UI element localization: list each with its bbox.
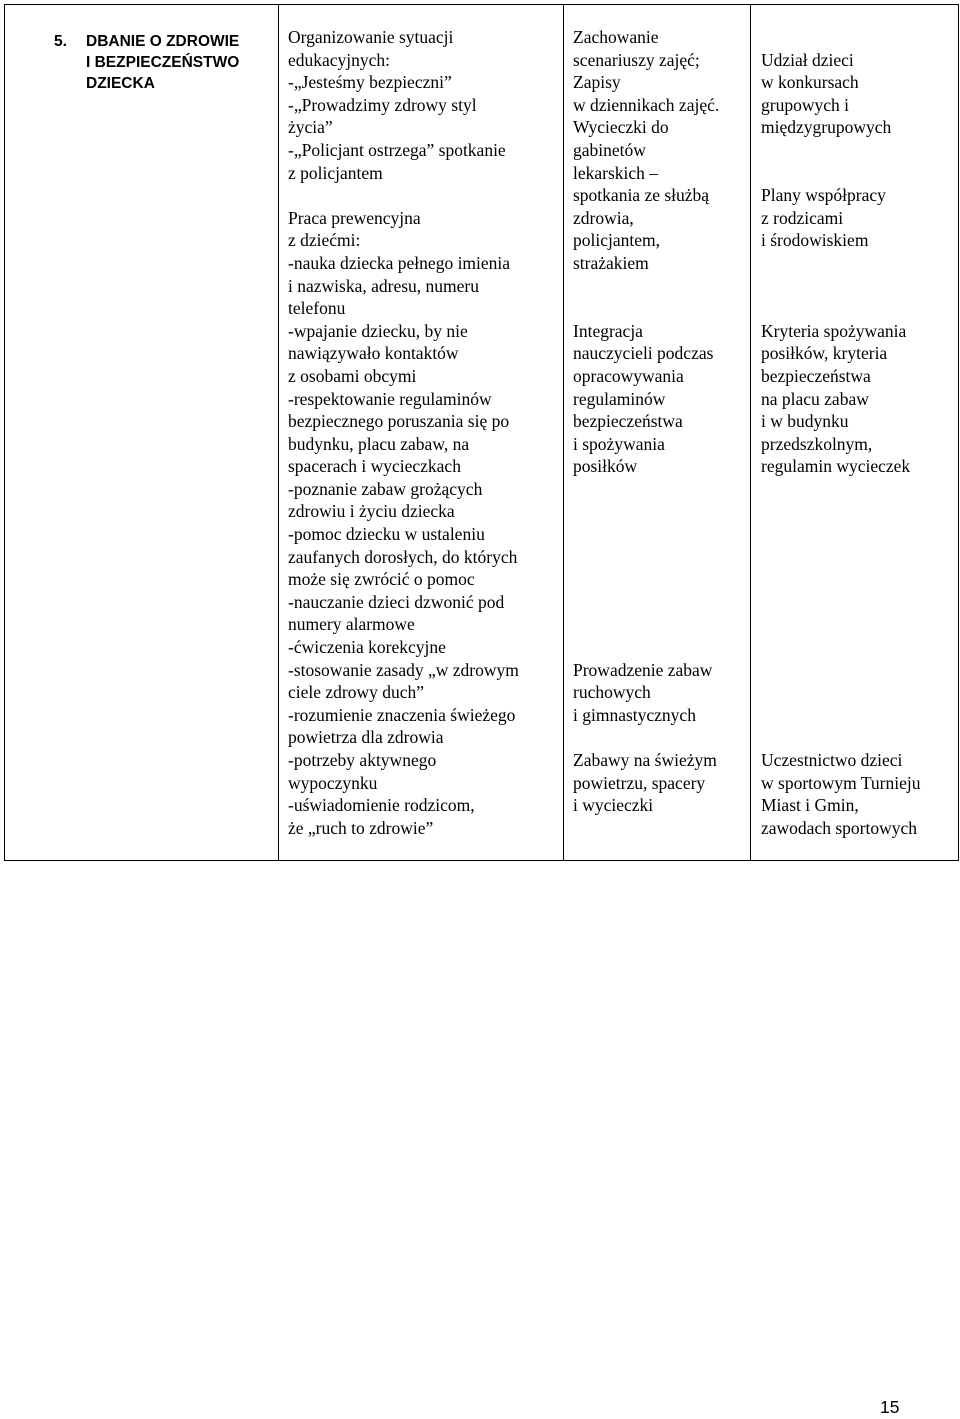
text-line: telefonu (288, 298, 346, 319)
text-line (573, 275, 719, 298)
text-line: -ćwiczenia korekcyjne (288, 637, 446, 658)
section-title-line: DZIECKA (86, 75, 155, 92)
text-line (761, 26, 920, 49)
text-line: -rozumienie znaczenia świeżego (288, 704, 516, 725)
text-line: przedszkolnym, (761, 433, 873, 454)
text-line: i środowiskiem (761, 230, 869, 251)
text-line: międzygrupowych (761, 117, 892, 138)
text-line (573, 591, 719, 614)
column-divider-1 (278, 4, 279, 860)
text-line (573, 297, 719, 320)
text-line: w sportowym Turnieju (761, 772, 921, 793)
text-line: Wycieczki do (573, 117, 669, 138)
text-line: że „ruch to zdrowie” (288, 817, 434, 838)
text-line: i gimnastycznych (573, 704, 696, 725)
text-line (573, 500, 719, 523)
text-line: życia” (288, 117, 333, 138)
text-line: -pomoc dziecku w ustaleniu (288, 524, 485, 545)
text-line: regulamin wycieczek (761, 456, 911, 477)
column-divider-3 (750, 4, 751, 860)
text-line (573, 546, 719, 569)
text-line: Uczestnictwo dzieci (761, 750, 903, 770)
text-line: -respektowanie regulaminów (288, 388, 492, 409)
text-line: i spożywania (573, 433, 665, 454)
table-right-border (958, 4, 959, 860)
text-line: i wycieczki (573, 795, 654, 816)
text-line: opracowywania (573, 365, 684, 386)
table-top-border (4, 4, 959, 5)
section-heading-cell (56, 31, 239, 94)
text-line: bezpieczeństwa (761, 365, 871, 386)
section-title-line: DBANIE O ZDROWIE (86, 33, 240, 50)
section-title-line: I BEZPIECZEŃSTWO (86, 54, 240, 71)
text-line: z policjantem (288, 162, 383, 183)
text-line: scenariuszy zajęć; (573, 49, 700, 70)
text-line: Zachowanie (573, 27, 659, 47)
text-line: gabinetów (573, 139, 646, 160)
text-line: spacerach i wycieczkach (288, 456, 461, 477)
text-line (761, 726, 920, 749)
text-line: Praca prewencyjna (288, 207, 421, 228)
text-line (761, 636, 920, 659)
text-line: w konkursach (761, 72, 859, 93)
text-line (761, 659, 920, 682)
text-line: Prowadzenie zabaw (573, 659, 713, 680)
text-line: Miast i Gmin, (761, 795, 859, 816)
text-line: Plany współpracy (761, 185, 886, 206)
text-line: powietrza dla zdrowia (288, 727, 444, 748)
text-line: Kryteria spożywania (761, 320, 907, 341)
text-line (761, 162, 920, 185)
monitoring-cell (573, 26, 719, 817)
text-line (761, 523, 920, 546)
text-line: strażakiem (573, 252, 649, 273)
text-line: i nazwiska, adresu, numeru (288, 275, 479, 296)
text-line (761, 546, 920, 569)
text-line: -potrzeby aktywnego (288, 750, 437, 770)
text-line: edukacyjnych: (288, 49, 391, 70)
text-line: -„Prowadzimy zdrowy styl (288, 94, 477, 115)
text-line: na placu zabaw (761, 388, 869, 409)
text-line: zdrowiu i życiu dziecka (288, 501, 455, 522)
text-line: Integracja (573, 320, 643, 341)
text-line: -poznanie zabaw grożących (288, 478, 483, 499)
text-line: i w budynku (761, 411, 849, 432)
text-line: z rodzicami (761, 207, 844, 228)
text-line: regulaminów (573, 388, 666, 409)
text-line: lekarskich – (573, 162, 659, 183)
table-left-border (4, 4, 5, 860)
text-line (573, 568, 719, 591)
text-line: w dziennikach zajęć. (573, 94, 720, 115)
text-line (761, 139, 920, 162)
text-line: -stosowanie zasady „w zdrowym (288, 659, 519, 680)
forms-cell (288, 26, 519, 839)
text-line (573, 726, 719, 749)
text-line (761, 704, 920, 727)
text-line: posiłków, kryteria (761, 343, 888, 364)
text-line (761, 252, 920, 275)
text-line: z osobami obcymi (288, 365, 417, 386)
text-line: policjantem, (573, 230, 660, 251)
text-line: spotkania ze służbą (573, 185, 710, 206)
text-line: może się zwrócić o pomoc (288, 569, 475, 590)
text-line: Organizowanie sytuacji (288, 27, 454, 47)
text-line: powietrzu, spacery (573, 772, 706, 793)
text-line: grupowych i (761, 94, 849, 115)
text-line: Udział dzieci (761, 49, 854, 70)
text-line (761, 478, 920, 501)
text-line (573, 523, 719, 546)
text-line (573, 478, 719, 501)
text-line (761, 275, 920, 298)
section-number: 5. (54, 33, 67, 50)
text-line: z dziećmi: (288, 230, 361, 251)
text-line: nauczycieli podczas (573, 343, 714, 364)
text-line: zdrowia, (573, 207, 634, 228)
text-line (288, 184, 519, 207)
text-line: ruchowych (573, 682, 651, 703)
text-line: zawodach sportowych (761, 817, 917, 838)
text-line: -nauka dziecka pełnego imienia (288, 252, 511, 273)
text-line: Zapisy (573, 72, 621, 93)
text-line: -„Jesteśmy bezpieczni” (288, 72, 452, 93)
text-line (761, 613, 920, 636)
text-line: ciele zdrowy duch” (288, 682, 425, 703)
text-line (761, 500, 920, 523)
text-line: wypoczynku (288, 772, 378, 793)
text-line: bezpiecznego poruszania się po (288, 411, 510, 432)
text-line (761, 568, 920, 591)
text-line: -nauczanie dzieci dzwonić pod (288, 591, 505, 612)
text-line: nawiązywało kontaktów (288, 343, 459, 364)
text-line: bezpieczeństwa (573, 411, 683, 432)
text-line: -uświadomienie rodzicom, (288, 795, 475, 816)
text-line: -wpajanie dziecku, by nie (288, 320, 468, 341)
page-number: 15 (880, 1397, 900, 1417)
text-line (761, 681, 920, 704)
text-line (761, 297, 920, 320)
text-line: posiłków (573, 456, 638, 477)
text-line: budynku, placu zabaw, na (288, 433, 470, 454)
text-line: Zabawy na świeżym (573, 750, 717, 770)
table-bottom-border (4, 860, 959, 861)
text-line (761, 591, 920, 614)
text-line (573, 636, 719, 659)
text-line: numery alarmowe (288, 614, 415, 635)
outcomes-cell (761, 26, 920, 839)
text-line (573, 613, 719, 636)
column-divider-2 (563, 4, 564, 860)
text-line: -„Policjant ostrzega” spotkanie (288, 139, 506, 160)
text-line: zaufanych dorosłych, do których (288, 546, 518, 567)
